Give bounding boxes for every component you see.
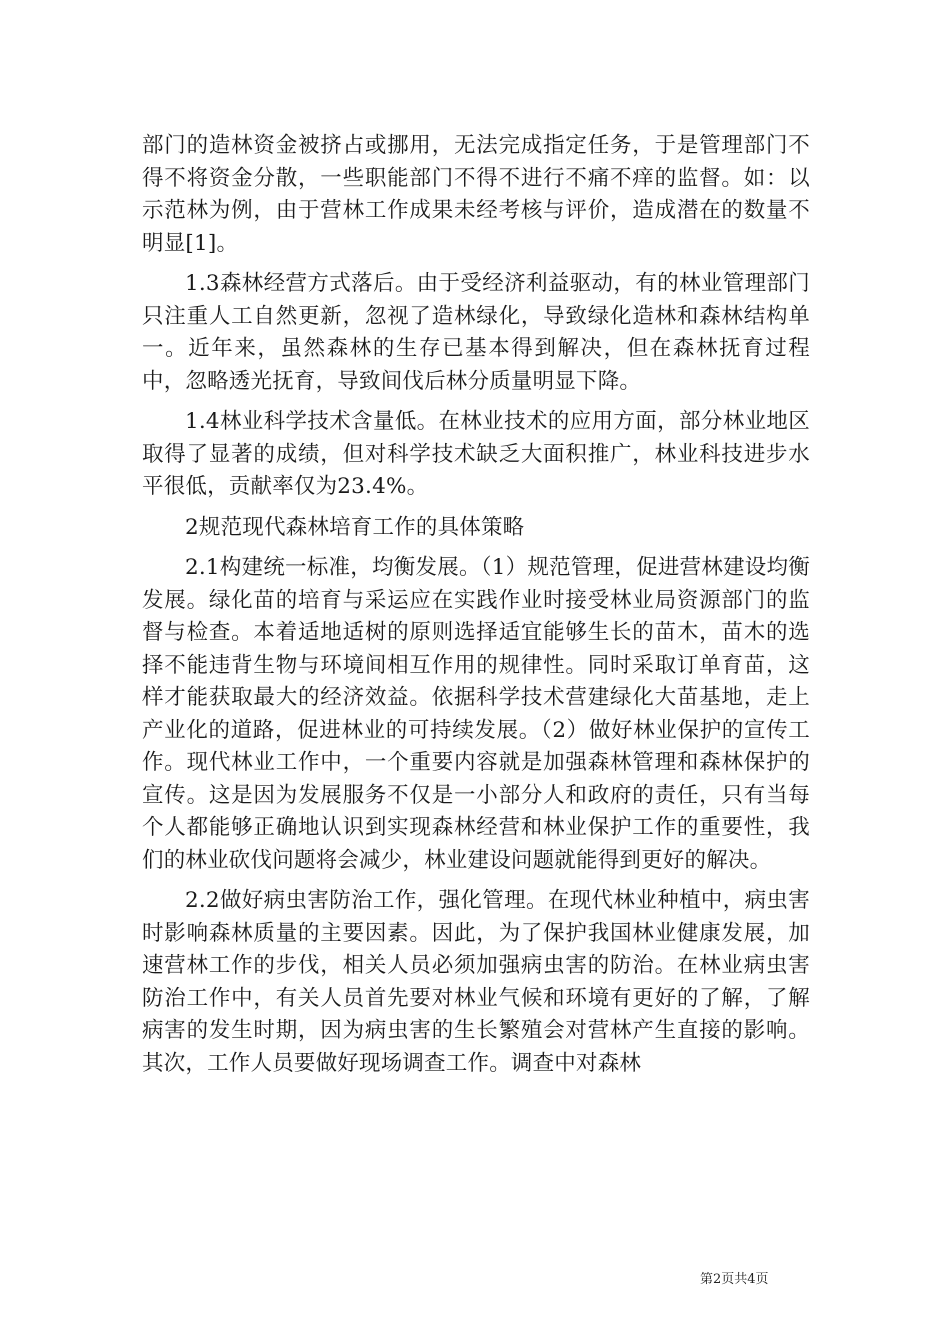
- paragraph-gap: [142, 504, 810, 512]
- paragraph-section-1-4: 1.4林业科学技术含量低。在林业技术的应用方面，部分林业地区取得了显著的成绩，但对科学技术缺乏大面积推广，林业科技进步水平很低，贡献率仅为23.4%。: [142, 409, 810, 499]
- paragraph-section-2-2: 2.2做好病虫害防治工作，强化管理。在现代林业种植中，病虫害时影响森林质量的主要因素。因此，为了保护我国林业健康发展，加速营林工作的步伐，相关人员必须加强病虫害的防治。在林业病虫害防治工作中，有关人员首先要对林业气候和环境有更好的了解，了解病害的发生时期，因为病虫害的生长繁殖会对营林产生直接的影响。其次，工作人员要做好现场调查工作。调查中对森林: [142, 888, 810, 1076]
- paragraph-gap: [142, 877, 810, 885]
- document-body: [142, 130, 810, 1080]
- paragraph-gap: [142, 260, 810, 268]
- paragraph-section-2-1: 2.1构建统一标准，均衡发展。（1）规范管理，促进营林建设均衡发展。绿化苗的培育与采运应在实践作业时接受林业局资源部门的监督与检查。本着适地适树的原则选择适宜能够生长的苗木，苗木的选择不能违背生物与环境间相互作用的规律性。同时采取订单育苗，这样才能获取最大的经济效益。依据科学技术营建绿化大苗基地，走上产业化的道路，促进林业的可持续发展。（2）做好林业保护的宣传工作。现代林业工作中，一个重要内容就是加强森林管理和森林保护的宣传。这是因为发展服务不仅是一小部分人和政府的责任，只有当每个人都能够正确地认识到实现森林经营和林业保护工作的重要性，我们的林业砍伐问题将会减少，林业建设问题就能得到更好的解决。: [142, 555, 810, 873]
- page-number-footer: 第2页共4页: [700, 1272, 769, 1287]
- paragraph-gap: [142, 544, 810, 552]
- paragraph-section-1-3: 1.3森林经营方式落后。由于受经济利益驱动，有的林业管理部门只注重人工自然更新，忽视了造林绿化，导致绿化造林和森林结构单一。近年来，虽然森林的生存已基本得到解决，但在森林抚育过程中，忽略透光抚育，导致间伐后林分质量明显下降。: [142, 271, 810, 394]
- paragraph-continuation: 部门的造林资金被挤占或挪用，无法完成指定任务，于是管理部门不得不将资金分散，一些职能部门不得不进行不痛不痒的监督。如：以示范林为例，由于营林工作成果未经考核与评价，造成潜在的数量不明显[1]。: [142, 133, 810, 256]
- section-heading-2: 2规范现代森林培育工作的具体策略: [185, 514, 525, 540]
- paragraph-gap: [142, 398, 810, 406]
